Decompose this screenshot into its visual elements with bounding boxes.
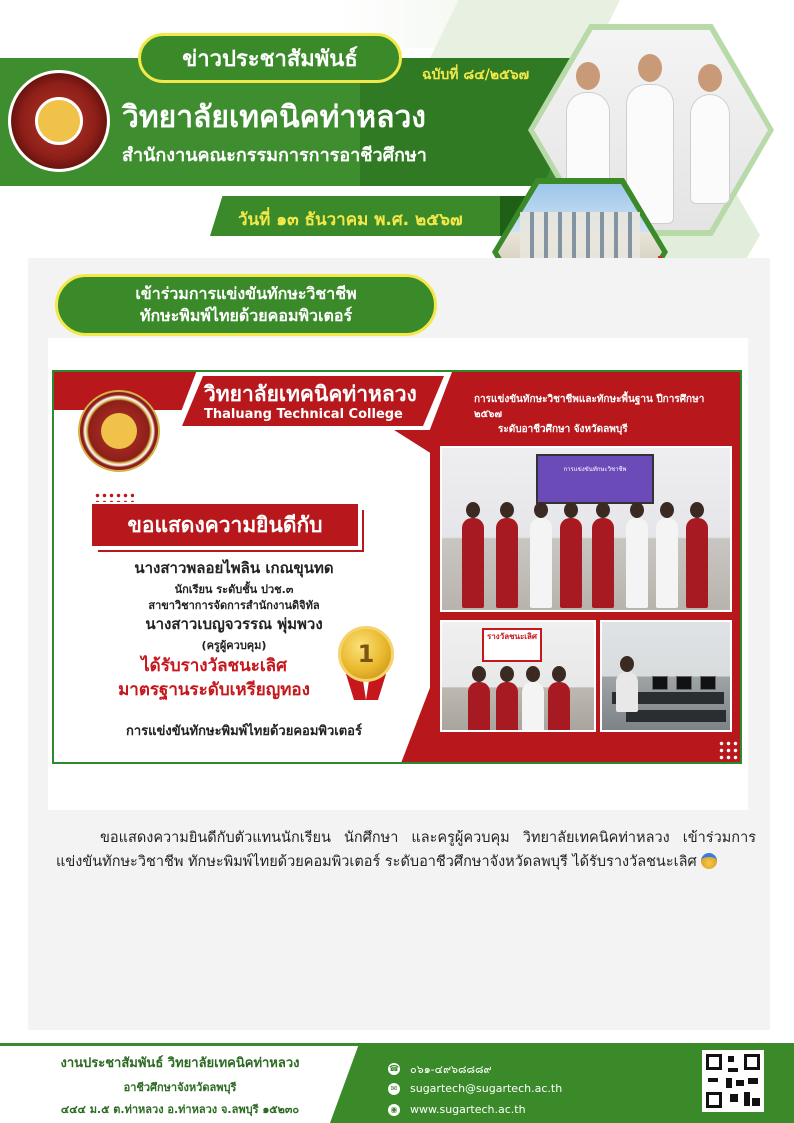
medal-emoji-icon: [701, 853, 717, 869]
person-figure: [468, 682, 490, 732]
issue-date: วันที่ ๑๓ ธันวาคม พ.ศ. ๒๕๖๗: [238, 210, 463, 230]
event-name: การแข่งขันทักษะพิมพ์ไทยด้วยคอมพิวเตอร์: [126, 724, 362, 739]
person-figure: [592, 518, 614, 608]
person-figure: [616, 672, 638, 712]
congrats-banner: ขอแสดงความยินดีกับ: [92, 504, 358, 546]
person-figure: [656, 518, 678, 608]
footer-province: อาชีวศึกษาจังหวัดลพบุรี: [123, 1081, 237, 1094]
footer-email[interactable]: [388, 1082, 562, 1095]
footer-website[interactable]: [388, 1103, 526, 1116]
footer-department: งานประชาสัมพันธ์ วิทยาลัยเทคนิคท่าหลวง: [60, 1056, 300, 1071]
news-body-text: ขอแสดงความยินดีกับตัวแทนนักเรียน นักศึกษา และครูผู้ควบคุม วิทยาลัยเทคนิคท่าหลวง เข้าร่วมการแข่งขันทักษะวิชาชีพ ทักษะพิมพ์ไทยด้วยคอมพิวเตอร์ ระดับอาชีวศึกษาจังหวัดลพบุรี ได้รับรางวัลชนะเลิศ: [56, 830, 756, 870]
seal-emblem-icon: [35, 97, 83, 145]
person-figure: [626, 518, 648, 608]
computer-icon: [676, 676, 692, 690]
award-line-1: ได้รับรางวัลชนะเลิศ: [141, 656, 287, 676]
college-seal-logo: [8, 70, 110, 172]
person-figure: [560, 518, 582, 608]
projector-screen: [536, 454, 654, 504]
person-figure: [496, 518, 518, 608]
poster-competition-title: [474, 392, 734, 437]
advisor-role: (ครูผู้ควบคุม): [201, 639, 267, 652]
topic-line-2: ทักษะพิมพ์ไทยด้วยคอมพิวเตอร์: [139, 306, 353, 325]
phone-icon: ☎: [389, 1064, 399, 1073]
college-name: วิทยาลัยเทคนิคท่าหลวง: [122, 100, 426, 135]
phone-text: ๐๖๑-๔๙๖๘๘๘๙: [410, 1063, 492, 1076]
award-line-2: มาตรฐานระดับเหรียญทอง: [118, 680, 310, 700]
decor-dots: [94, 492, 134, 502]
seal-emblem-icon: [101, 413, 137, 449]
person-figure: [548, 682, 570, 732]
news-body: [56, 826, 756, 874]
screen-text: การแข่งขันทักษะวิชาชีพ: [563, 466, 627, 473]
person-figure: [496, 682, 518, 732]
award-poster: [52, 370, 742, 764]
award-board: รางวัลชนะเลิศ: [482, 628, 542, 662]
topic-line-1: เข้าร่วมการแข่งขันทักษะวิชาชีพ: [135, 284, 357, 303]
award-photo: [440, 620, 596, 732]
poster-seal-logo: [78, 390, 160, 472]
advisor-name: นางสาวเบญจวรรณ พุ่มพวง: [145, 615, 323, 633]
globe-icon: ◉: [388, 1104, 400, 1116]
student-name: นางสาวพลอยไพลิน เกณขุนทด: [134, 559, 334, 577]
email-text[interactable]: sugartech@sugartech.ac.th: [410, 1082, 563, 1095]
decor-dots: [718, 740, 742, 760]
award-title: [104, 654, 324, 702]
qr-code[interactable]: [702, 1050, 764, 1112]
mail-icon: ✉: [388, 1083, 400, 1095]
computer-icon: [700, 676, 716, 690]
competition-line-1: การแข่งขันทักษะวิชาชีพและทักษะพื้นฐาน ปีการศึกษา ๒๕๖๗: [474, 394, 705, 420]
topic-badge: [55, 274, 437, 336]
gold-medal-icon: 1: [338, 626, 394, 682]
issue-number: ฉบับที่ ๘๔/๒๕๖๗: [422, 67, 530, 83]
office-name: สำนักงานคณะกรรมการการอาชีวศึกษา: [122, 145, 427, 166]
person-figure: [686, 518, 708, 608]
footer-divider: [0, 1043, 794, 1046]
computer-icon: [652, 676, 668, 690]
competition-line-2: ระดับอาชีวศึกษา จังหวัดลพบุรี: [498, 424, 628, 435]
poster-college-thai: วิทยาลัยเทคนิคท่าหลวง: [204, 382, 417, 406]
footer-address: ๔๔๔ ม.๕ ต.ท่าหลวง อ.ท่าหลวง จ.ลพบุรี ๑๕๒๓๐: [60, 1103, 300, 1116]
group-photo: [440, 446, 732, 612]
student-department: สาขาวิชาการจัดการสำนักงานดิจิทัล: [148, 599, 320, 612]
student-level: นักเรียน ระดับชั้น ปวช.๓: [174, 583, 294, 596]
footer-phone: [388, 1060, 492, 1078]
person-figure: [530, 518, 552, 608]
person-figure: [462, 518, 484, 608]
computer-lab-photo: [600, 620, 732, 732]
website-text[interactable]: www.sugartech.ac.th: [410, 1103, 526, 1116]
person-figure: [522, 682, 544, 732]
pr-title-badge: ข่าวประชาสัมพันธ์: [138, 33, 402, 83]
poster-college-english: Thaluang Technical College: [204, 407, 403, 422]
desk: [626, 710, 726, 722]
executive-figure: [690, 94, 730, 204]
